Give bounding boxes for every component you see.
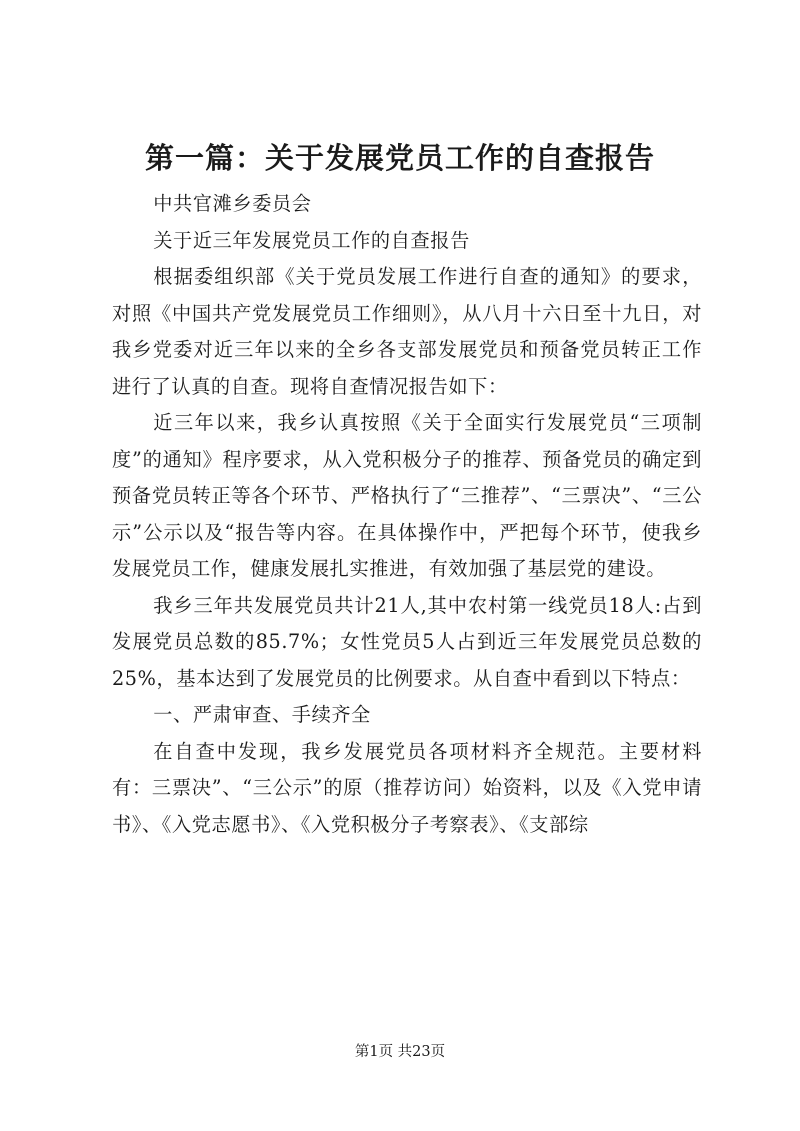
page-number-label: 第1页 共23页 xyxy=(354,1044,446,1060)
paragraph-intro: 根据委组织部《关于党员发展工作进行自查的通知》的要求，对照《中国共产党发展党员工作细则》，从八月十六日至十九日，对我乡党委对近三年以来的全乡各支部发展党员和预备党员转正工作进行了认真的自查。现将自查情况报告如下： xyxy=(112,265,702,398)
page-footer xyxy=(0,1042,800,1062)
paragraph-procedure: 近三年以来，我乡认真按照《关于全面实行发展党员“三项制度”的通知》程序要求，从入党积极分子的推荐、预备党员的确定到预备党员转正等各个环节、严格执行了“三推荐”、“三票决”、“三公示”公示以及“报告等内容。在具体操作中，严把每个环节，使我乡发展党员工作，健康发展扎实推进，有效加强了基层党的建设。 xyxy=(112,411,702,580)
paragraph-report-subtitle: 关于近三年发展党员工作的自查报告 xyxy=(153,228,470,252)
section-heading-1: 一、严肃审查、手续齐全 xyxy=(153,703,371,726)
paragraph-organization: 中共官滩乡委员会 xyxy=(153,192,312,215)
paragraph-materials: 在自查中发现，我乡发展党员各项材料齐全规范。主要材料有：三票决”、“三公示”的原（推荐访问）始资料，以及《入党申请书》、《入党志愿书》、《入党积极分子考察表》、《支部综 xyxy=(112,739,702,836)
document-title: 第一篇：关于发展党员工作的自查报告 xyxy=(144,141,655,175)
paragraph-statistics: 我乡三年共发展党员共计21人,其中农村第一线党员18人:占到发展党员总数的85.7%；女性党员5人占到近三年发展党员总数的25%，基本达到了发展党员的比例要求。从自查中看到以下特点： xyxy=(112,593,702,690)
document-body xyxy=(112,186,702,843)
